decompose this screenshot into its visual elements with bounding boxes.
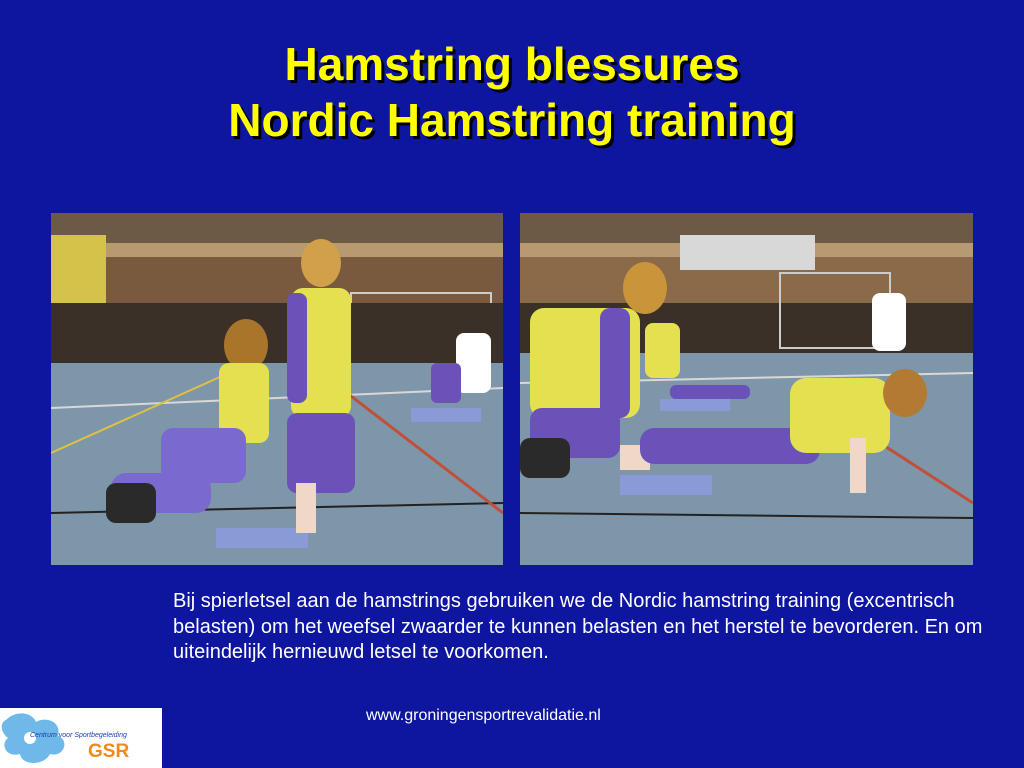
website-link[interactable]: www.groningensportrevalidatie.nl — [366, 707, 601, 724]
gsr-logo — [0, 708, 162, 768]
logo-tagline: Centrum voor Sportbegeleiding — [30, 732, 127, 739]
photo-nordic-start — [51, 213, 503, 565]
photo-nordic-end — [520, 213, 973, 565]
title-line-2: Nordic Hamstring training — [228, 94, 796, 146]
slide-title — [0, 36, 1024, 148]
title-line-1: Hamstring blessures — [284, 38, 740, 90]
logo-name: GSR — [88, 741, 130, 762]
body-text: Bij spierletsel aan de hamstrings gebruiken we de Nordic hamstring training (excentrisch belasten) om het weefsel zwaarder te kunnen belasten en het herstel te bevorderen. En om uiteindelijk hernieuwd letsel te voorkomen. — [173, 590, 983, 663]
